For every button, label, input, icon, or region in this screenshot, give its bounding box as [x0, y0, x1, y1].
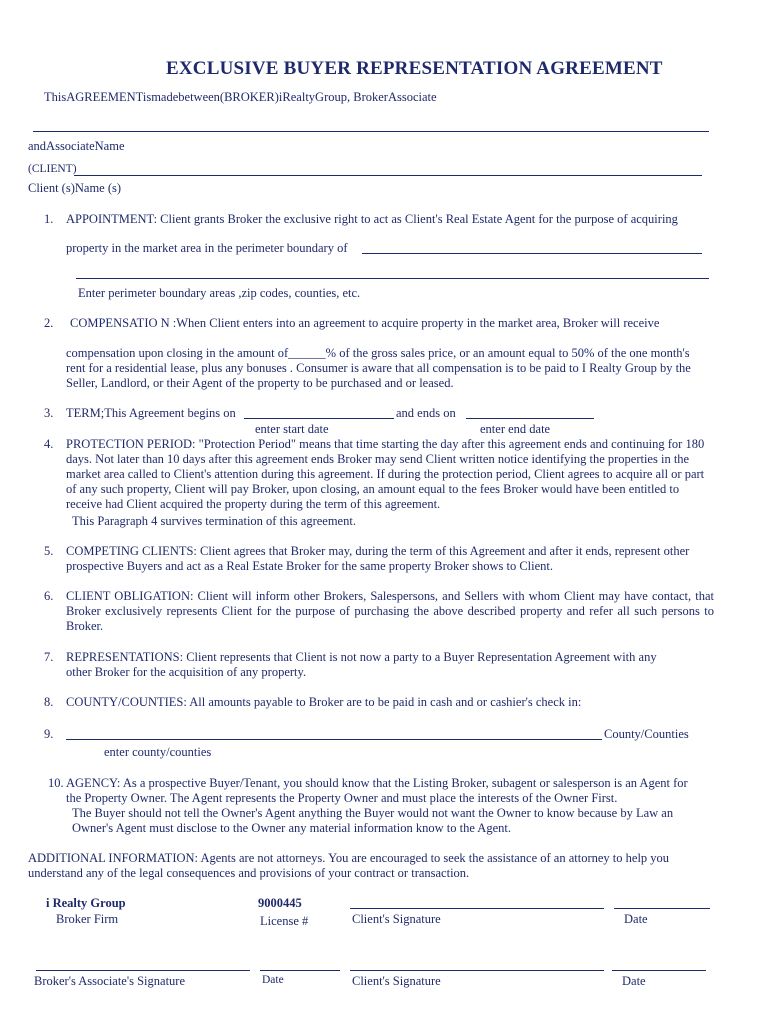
- client-signature-line[interactable]: [350, 908, 604, 909]
- client-date-line[interactable]: [614, 908, 710, 909]
- client-date-label: Date: [624, 912, 648, 926]
- section-7-number: 7.: [44, 650, 54, 664]
- section-5-number: 5.: [44, 544, 54, 558]
- page-title: EXCLUSIVE BUYER REPRESENTATION AGREEMENT: [166, 58, 663, 79]
- start-date-line[interactable]: [244, 418, 394, 419]
- section-3-number: 3.: [44, 406, 54, 420]
- county-line[interactable]: [66, 739, 602, 740]
- section-4-paragraph: PROTECTION PERIOD: "Protection Period" means that time starting the day after this agreement ends and continuing for 180 days. Not later than 10 days after this agreement ends Broker may send Client written notice identifying the properties in the market area called to Client's attention during this agreement. If during the protection period, Client agrees to acquire all or part of any such property, Client will pay Broker, upon closing, an amount equal to the fees Broker would have been entitled to receive had Client acquired the property during the term of this agreement.: [66, 437, 705, 511]
- section-5-paragraph: COMPETING CLIENTS: Client agrees that Broker may, during the term of this Agreement and after it ends, represent other prospective Buyers and act as a Real Estate Broker for the same property Broker shows to Client.: [66, 544, 690, 573]
- section-6-number: 6.: [44, 589, 54, 603]
- section-9-number: 9.: [44, 727, 54, 741]
- associate-signature-line[interactable]: [36, 970, 250, 971]
- intro-text: ThisAGREEMENTismadebetween(BROKER)iRealtyGroup, BrokerAssociate: [44, 90, 437, 104]
- perimeter-boundary-line-2[interactable]: [76, 278, 709, 279]
- associate-date-label: Date: [262, 974, 284, 986]
- section-10-paragraph: AGENCY: As a prospective Buyer/Tenant, you should know that the Listing Broker, subagent or salesperson is an Agent for the Property Owner. The Agent represents the Property Owner and must place the interests of the Owner First.: [66, 776, 688, 805]
- additional-information: ADDITIONAL INFORMATION: Agents are not attorneys. You are encouraged to seek the assistance of an attorney to help you understand any of the legal consequences and provisions of your contract or transaction.: [28, 851, 670, 880]
- section-1-hint: Enter perimeter boundary areas ,zip codes, counties, etc.: [78, 286, 361, 300]
- associate-date-line[interactable]: [260, 970, 340, 971]
- perimeter-boundary-line[interactable]: [362, 253, 702, 254]
- client-signature-label: Client's Signature: [352, 912, 441, 926]
- section-9-hint: enter county/counties: [104, 745, 212, 759]
- client-signature-line-2[interactable]: [350, 970, 604, 971]
- client-label: (CLIENT): [28, 163, 77, 175]
- section-4-tail: This Paragraph 4 survives termination of this agreement.: [72, 514, 356, 528]
- broker-firm-label: Broker Firm: [56, 912, 119, 926]
- license-number: 9000445: [258, 896, 302, 910]
- end-date-line[interactable]: [466, 418, 594, 419]
- associate-name-line[interactable]: [33, 131, 709, 132]
- section-6-paragraph: CLIENT OBLIGATION: Client will inform other Brokers, Salespersons, and Sellers with whom Client may have contact, that Broker exclusively represents Client for the purpose of purchasing the above described property and refer all such persons to Broker.: [66, 589, 714, 633]
- section-1-line2: property in the market area in the perimeter boundary of: [66, 241, 348, 255]
- section-3-text: TERM;This Agreement begins on: [66, 406, 236, 420]
- client-signature-label-2: Client's Signature: [352, 974, 441, 988]
- associate-name-label: andAssociateName: [28, 139, 125, 153]
- associate-signature-label: Broker's Associate's Signature: [34, 974, 186, 988]
- section-10-paragraph-2: The Buyer should not tell the Owner's Agent anything the Buyer would not want the Owner to know because by Law an Owner's Agent must disclose to the Owner any material information know to the Agent.: [72, 806, 674, 835]
- client-date-line-2[interactable]: [612, 970, 706, 971]
- section-4-number: 4.: [44, 437, 54, 451]
- broker-firm-name: i Realty Group: [46, 896, 126, 910]
- client-date-label-2: Date: [622, 974, 646, 988]
- section-2-text: COMPENSATIO N :When Client enters into an agreement to acquire property in the market area, Broker will receive: [70, 316, 660, 330]
- section-10-number: 10.: [48, 776, 64, 790]
- start-date-hint: enter start date: [255, 422, 329, 436]
- section-8-text: COUNTY/COUNTIES: All amounts payable to Broker are to be paid in cash and or cashier's check in:: [66, 695, 582, 709]
- section-2-paragraph: compensation upon closing in the amount of______% of the gross sales price, or an amount equal to 50% of the one month's rent for a residential lease, plus any bonuses . Consumer is aware that all compensation is to be paid to I Realty Group by the Seller, Landlord, or their Agent of the property to be purchased and or leased.: [66, 346, 691, 390]
- client-names-label: Client (s)Name (s): [28, 181, 122, 195]
- license-label: License #: [260, 914, 309, 928]
- section-2-number: 2.: [44, 316, 54, 330]
- client-name-line[interactable]: [74, 175, 702, 176]
- section-7-paragraph: REPRESENTATIONS: Client represents that Client is not now a party to a Buyer Representation Agreement with any other Broker for the acquisition of any property.: [66, 650, 657, 679]
- section-1-text: APPOINTMENT: Client grants Broker the exclusive right to act as Client's Real Estate Agent for the purpose of acquiring: [66, 212, 678, 226]
- section-1-number: 1.: [44, 212, 54, 226]
- section-3-ends: and ends on: [396, 406, 456, 420]
- section-8-number: 8.: [44, 695, 54, 709]
- section-9-label: County/Counties: [604, 727, 689, 741]
- end-date-hint: enter end date: [480, 422, 551, 436]
